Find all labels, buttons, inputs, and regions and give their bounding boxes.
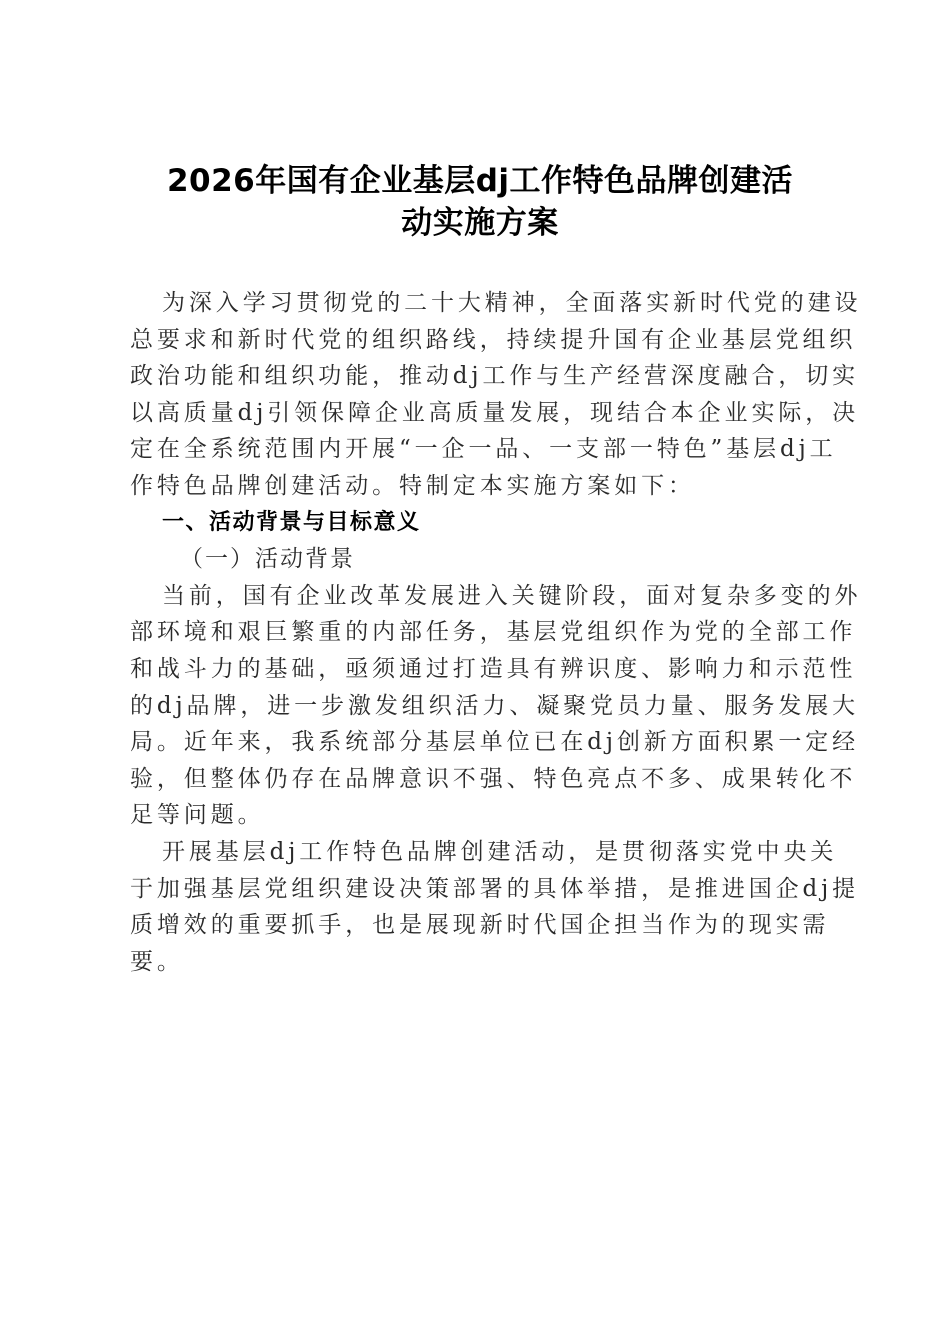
- intro-line-4: 以高质量dj引领保障企业高质量发展，现结合本企业实际，决: [130, 399, 860, 426]
- intro-line-5: 定在全系统范围内开展“一企一品、一支部一特色”基层dj工: [130, 436, 837, 463]
- bg-p1-line-1: 当前，国有企业改革发展进入关键阶段，面对复杂多变的外: [162, 582, 862, 609]
- intro-line-1: 为深入学习贯彻党的二十大精神，全面落实新时代党的建设: [162, 290, 862, 316]
- title-line-2: 动实施方案: [401, 205, 559, 241]
- section-heading-1: 一、活动背景与目标意义: [162, 509, 421, 535]
- bg-p1-line-5: 局。近年来，我系统部分基层单位已在dj创新方面积累一定经: [130, 729, 860, 756]
- bg-p2-line-1: 开展基层dj工作特色品牌创建活动，是贯彻落实党中央关: [162, 838, 838, 865]
- intro-line-3: 政治功能和组织功能，推动dj工作与生产经营深度融合，切实: [130, 363, 860, 390]
- bg-p1-line-7: 足等问题。: [130, 802, 265, 829]
- background-paragraph-1: [130, 578, 862, 834]
- intro-line-6: 作特色品牌创建活动。特制定本实施方案如下：: [130, 472, 695, 499]
- title-line-1: 2026年国有企业基层dj工作特色品牌创建活: [166, 163, 794, 199]
- background-paragraph-2: [130, 834, 860, 980]
- intro-line-2: 总要求和新时代党的组织路线，持续提升国有企业基层党组织: [130, 326, 857, 353]
- intro-paragraph: [130, 285, 862, 505]
- bg-p1-line-6: 验，但整体仍存在品牌意识不强、特色亮点不多、成果转化不: [130, 765, 857, 792]
- bg-p1-line-4: 的dj品牌，进一步激发组织活力、凝聚党员力量、服务发展大: [130, 692, 860, 719]
- bg-p2-line-4: 要。: [130, 948, 184, 975]
- bg-p2-line-3: 质增效的重要抓手，也是展现新时代国企担当作为的现实需: [130, 912, 830, 939]
- bg-p2-line-2: 于加强基层党组织建设决策部署的具体举措，是推进国企dj提: [130, 875, 860, 902]
- bg-p1-line-2: 部环境和艰巨繁重的内部任务，基层党组织作为党的全部工作: [130, 619, 857, 646]
- bg-p1-line-3: 和战斗力的基础，亟须通过打造具有辨识度、影响力和示范性: [130, 655, 857, 682]
- document-title: [120, 160, 840, 244]
- subsection-heading-1: （一）活动背景: [180, 546, 355, 573]
- document-body: [130, 285, 862, 980]
